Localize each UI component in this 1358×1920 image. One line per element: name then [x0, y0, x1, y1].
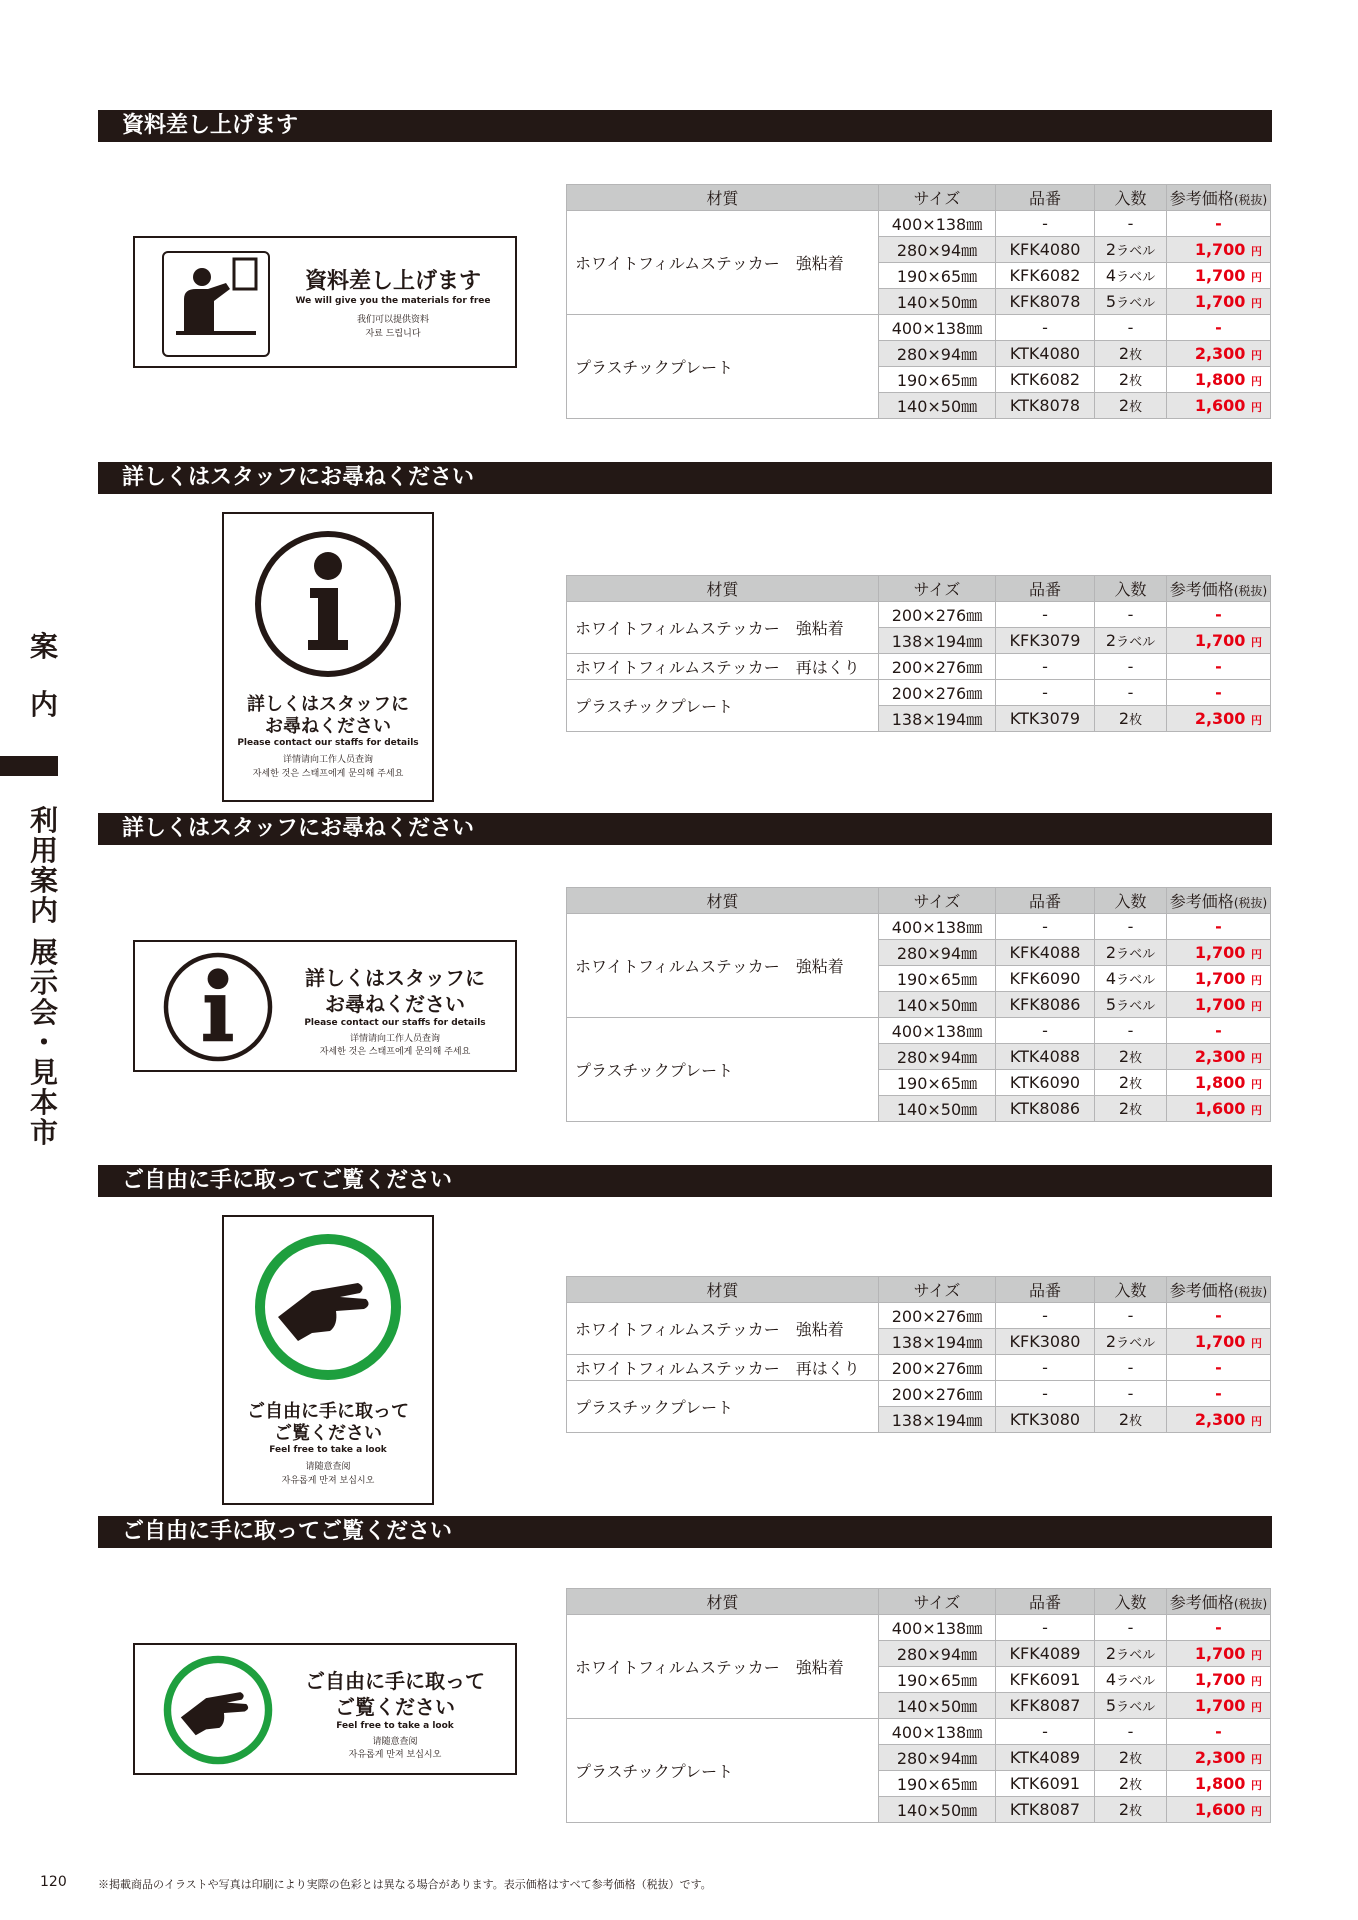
sign-title-line2: お尋ねください	[265, 716, 391, 737]
column-header: 品番	[996, 888, 1095, 914]
size-cell: 400×138㎜	[879, 1018, 996, 1044]
qty-cell: 2ラベル	[1095, 237, 1167, 263]
footer-note: ※掲載商品のイラストや写真は印刷により実際の色彩とは異なる場合があります。表示価格はすべて参考価格（税抜）です。	[98, 1878, 712, 1891]
column-header: 材質	[567, 576, 879, 602]
price-cell: 1,700 円	[1167, 992, 1271, 1018]
qty-cell: -	[1095, 1303, 1167, 1329]
section-title: ご自由に手に取ってご覧ください	[98, 1165, 1272, 1197]
column-header: 入数	[1095, 185, 1167, 211]
price-cell: 1,700 円	[1167, 1667, 1271, 1693]
sign-title-line2: ご覧ください	[335, 1695, 455, 1719]
price-cell: 2,300 円	[1167, 1745, 1271, 1771]
materials-pictogram	[162, 251, 270, 357]
column-header: 品番	[996, 1589, 1095, 1615]
size-cell: 190×65㎜	[879, 367, 996, 393]
qty-cell: 2枚	[1095, 1797, 1167, 1823]
price-cell: -	[1167, 315, 1271, 341]
material-cell: プラスチックプレート	[567, 1018, 879, 1122]
code-cell: KTK8087	[996, 1797, 1095, 1823]
side-char: 案	[29, 630, 58, 663]
section-title: 詳しくはスタッフにお尋ねください	[98, 462, 1272, 494]
spec-table	[566, 184, 1271, 419]
qty-cell: 5ラベル	[1095, 1693, 1167, 1719]
qty-cell: 2ラベル	[1095, 1329, 1167, 1355]
column-header: サイズ	[879, 576, 996, 602]
code-cell: KTK6082	[996, 367, 1095, 393]
code-cell: KFK6091	[996, 1667, 1095, 1693]
size-cell: 190×65㎜	[879, 1771, 996, 1797]
price-cell: 1,700 円	[1167, 1641, 1271, 1667]
sign-en: Feel free to take a look	[336, 1721, 454, 1731]
code-cell: KFK8078	[996, 289, 1095, 315]
code-cell: -	[996, 1018, 1095, 1044]
qty-cell: 2枚	[1095, 1070, 1167, 1096]
column-header: 参考価格(税抜)	[1167, 1589, 1271, 1615]
price-cell: 1,800 円	[1167, 1771, 1271, 1797]
table-row	[567, 1355, 1271, 1381]
table-header	[567, 1277, 1271, 1303]
code-cell: -	[996, 680, 1095, 706]
qty-cell: 2枚	[1095, 341, 1167, 367]
table-row	[567, 315, 1271, 341]
qty-cell: -	[1095, 602, 1167, 628]
table-row	[567, 1303, 1271, 1329]
price-cell: 1,800 円	[1167, 1070, 1271, 1096]
code-cell: KTK8078	[996, 393, 1095, 419]
column-header: 入数	[1095, 1589, 1167, 1615]
code-cell: KFK4089	[996, 1641, 1095, 1667]
size-cell: 280×94㎜	[879, 1044, 996, 1070]
price-cell: -	[1167, 1018, 1271, 1044]
sign-materials	[133, 236, 517, 368]
sign-ko: 자유롭게 만져 보십시오	[281, 1476, 375, 1486]
qty-cell: 5ラベル	[1095, 992, 1167, 1018]
table-row	[567, 211, 1271, 237]
material-cell: プラスチックプレート	[567, 1719, 879, 1823]
size-cell: 140×50㎜	[879, 393, 996, 419]
table-header	[567, 576, 1271, 602]
size-cell: 400×138㎜	[879, 1615, 996, 1641]
table-row	[567, 654, 1271, 680]
code-cell: -	[996, 1719, 1095, 1745]
size-cell: 280×94㎜	[879, 1745, 996, 1771]
sign-title-line1: ご自由に手に取って	[305, 1669, 485, 1693]
size-cell: 138×194㎜	[879, 628, 996, 654]
price-cell: 2,300 円	[1167, 706, 1271, 732]
column-header: 材質	[567, 185, 879, 211]
material-cell: ホワイトフィルムステッカー 再はくり	[567, 1355, 879, 1381]
table-row	[567, 1018, 1271, 1044]
section-title: 資料差し上げます	[98, 110, 1272, 142]
sign-zh: 详情请向工作人员查询	[282, 755, 373, 765]
price-cell: -	[1167, 1355, 1271, 1381]
size-cell: 190×65㎜	[879, 1070, 996, 1096]
code-cell: -	[996, 1303, 1095, 1329]
qty-cell: 2枚	[1095, 367, 1167, 393]
code-cell: -	[996, 1355, 1095, 1381]
code-cell: KTK4089	[996, 1745, 1095, 1771]
price-cell: 1,700 円	[1167, 628, 1271, 654]
price-cell: -	[1167, 211, 1271, 237]
code-cell: KTK4080	[996, 341, 1095, 367]
code-cell: -	[996, 211, 1095, 237]
sign-ko: 자료 드립니다	[365, 329, 421, 339]
sign-info-horizontal	[133, 940, 517, 1072]
price-cell: 2,300 円	[1167, 341, 1271, 367]
column-header: 参考価格(税抜)	[1167, 888, 1271, 914]
code-cell: -	[996, 654, 1095, 680]
price-cell: -	[1167, 1381, 1271, 1407]
price-cell: 1,700 円	[1167, 1329, 1271, 1355]
qty-cell: 4ラベル	[1095, 263, 1167, 289]
size-cell: 400×138㎜	[879, 315, 996, 341]
sign-ko: 자세한 것은 스태프에게 문의해 주세요	[319, 1047, 471, 1057]
qty-cell: -	[1095, 1615, 1167, 1641]
column-header: 材質	[567, 1589, 879, 1615]
size-cell: 138×194㎜	[879, 1329, 996, 1355]
column-header: 材質	[567, 1277, 879, 1303]
code-cell: KFK6090	[996, 966, 1095, 992]
qty-cell: 4ラベル	[1095, 1667, 1167, 1693]
qty-cell: -	[1095, 315, 1167, 341]
code-cell: KTK4088	[996, 1044, 1095, 1070]
table-header	[567, 1589, 1271, 1615]
sign-en: Feel free to take a look	[269, 1445, 387, 1455]
spec-table	[566, 575, 1271, 732]
qty-cell: 2枚	[1095, 706, 1167, 732]
qty-cell: -	[1095, 1355, 1167, 1381]
column-header: 参考価格(税抜)	[1167, 1277, 1271, 1303]
table-row	[567, 602, 1271, 628]
table-row	[567, 914, 1271, 940]
section-title: ご自由に手に取ってご覧ください	[98, 1516, 1272, 1548]
size-cell: 138×194㎜	[879, 706, 996, 732]
sign-en: Please contact our staffs for details	[304, 1018, 486, 1028]
material-cell: プラスチックプレート	[567, 315, 879, 419]
code-cell: KFK3080	[996, 1329, 1095, 1355]
column-header: 入数	[1095, 888, 1167, 914]
spec-table	[566, 1588, 1271, 1823]
qty-cell: 2枚	[1095, 393, 1167, 419]
material-cell: ホワイトフィルムステッカー 強粘着	[567, 211, 879, 315]
column-header: サイズ	[879, 888, 996, 914]
code-cell: KTK8086	[996, 1096, 1095, 1122]
qty-cell: 2枚	[1095, 1745, 1167, 1771]
table-row	[567, 1719, 1271, 1745]
price-cell: -	[1167, 1615, 1271, 1641]
price-cell: -	[1167, 680, 1271, 706]
sign-zh: 请随意查阅	[372, 1737, 418, 1747]
page-number: 120	[40, 1874, 67, 1890]
hand-icon	[254, 1233, 402, 1381]
code-cell: -	[996, 1381, 1095, 1407]
qty-cell: -	[1095, 654, 1167, 680]
qty-cell: 2枚	[1095, 1407, 1167, 1433]
material-cell: ホワイトフィルムステッカー 強粘着	[567, 1303, 879, 1355]
price-cell: -	[1167, 914, 1271, 940]
sign-title-line2: お尋ねください	[325, 992, 465, 1016]
qty-cell: -	[1095, 1719, 1167, 1745]
qty-cell: -	[1095, 914, 1167, 940]
code-cell: KFK8086	[996, 992, 1095, 1018]
sign-take-freely-horizontal	[133, 1643, 517, 1775]
code-cell: -	[996, 1615, 1095, 1641]
code-cell: KFK8087	[996, 1693, 1095, 1719]
sign-ko: 자세한 것은 스태프에게 문의해 주세요	[252, 769, 404, 779]
side-char: 内	[29, 688, 58, 721]
size-cell: 140×50㎜	[879, 1797, 996, 1823]
size-cell: 400×138㎜	[879, 211, 996, 237]
price-cell: -	[1167, 1719, 1271, 1745]
price-cell: -	[1167, 602, 1271, 628]
qty-cell: 2枚	[1095, 1044, 1167, 1070]
sign-title-line1: 詳しくはスタッフに	[247, 694, 409, 715]
column-header: 品番	[996, 576, 1095, 602]
column-header: サイズ	[879, 1589, 996, 1615]
sign-zh: 请随意查阅	[305, 1462, 351, 1472]
size-cell: 140×50㎜	[879, 289, 996, 315]
material-cell: ホワイトフィルムステッカー 再はくり	[567, 654, 879, 680]
sign-title-line1: 詳しくはスタッフに	[305, 966, 485, 990]
qty-cell: -	[1095, 1381, 1167, 1407]
size-cell: 140×50㎜	[879, 1096, 996, 1122]
qty-cell: 4ラベル	[1095, 966, 1167, 992]
qty-cell: 2ラベル	[1095, 628, 1167, 654]
size-cell: 280×94㎜	[879, 1641, 996, 1667]
material-cell: ホワイトフィルムステッカー 強粘着	[567, 602, 879, 654]
column-header: 入数	[1095, 1277, 1167, 1303]
size-cell: 200×276㎜	[879, 1381, 996, 1407]
size-cell: 400×138㎜	[879, 1719, 996, 1745]
code-cell: KTK3080	[996, 1407, 1095, 1433]
sign-en: Please contact our staffs for details	[237, 738, 419, 748]
size-cell: 200×276㎜	[879, 654, 996, 680]
sign-take-freely-vertical	[222, 1215, 434, 1505]
price-cell: 1,800 円	[1167, 367, 1271, 393]
qty-cell: 2枚	[1095, 1096, 1167, 1122]
price-cell: 1,600 円	[1167, 1096, 1271, 1122]
code-cell: KTK6090	[996, 1070, 1095, 1096]
code-cell: KFK6082	[996, 263, 1095, 289]
material-cell: ホワイトフィルムステッカー 強粘着	[567, 1615, 879, 1719]
material-cell: ホワイトフィルムステッカー 強粘着	[567, 914, 879, 1018]
sign-title-line2: ご覧ください	[274, 1423, 382, 1444]
column-header: 入数	[1095, 576, 1167, 602]
sign-ko: 자유롭게 만져 보십시오	[348, 1750, 442, 1760]
code-cell: KFK3079	[996, 628, 1095, 654]
size-cell: 280×94㎜	[879, 341, 996, 367]
size-cell: 400×138㎜	[879, 914, 996, 940]
sign-zh: 我们可以提供资料	[356, 315, 429, 325]
qty-cell: -	[1095, 680, 1167, 706]
size-cell: 140×50㎜	[879, 1693, 996, 1719]
person-desk-icon	[164, 253, 268, 355]
column-header: 品番	[996, 1277, 1095, 1303]
table-row	[567, 1615, 1271, 1641]
size-cell: 200×276㎜	[879, 680, 996, 706]
size-cell: 200×276㎜	[879, 1303, 996, 1329]
code-cell: KTK6091	[996, 1771, 1095, 1797]
sign-title-line1: ご自由に手に取って	[247, 1401, 409, 1422]
price-cell: -	[1167, 1303, 1271, 1329]
side-index-marker	[0, 756, 58, 776]
sign-en: We will give you the materials for free	[295, 296, 491, 306]
size-cell: 280×94㎜	[879, 940, 996, 966]
side-index-category: 利 用 案 内 展 示 会 ・ 見 本 市	[29, 804, 58, 1149]
code-cell: KFK4080	[996, 237, 1095, 263]
sign-title: 資料差し上げます	[304, 269, 481, 294]
qty-cell: 2ラベル	[1095, 940, 1167, 966]
column-header: サイズ	[879, 1277, 996, 1303]
section-title: 詳しくはスタッフにお尋ねください	[98, 813, 1272, 845]
size-cell: 190×65㎜	[879, 966, 996, 992]
column-header: サイズ	[879, 185, 996, 211]
spec-table	[566, 1276, 1271, 1433]
price-cell: -	[1167, 654, 1271, 680]
price-cell: 1,700 円	[1167, 1693, 1271, 1719]
side-index-guide	[22, 632, 66, 720]
qty-cell: -	[1095, 211, 1167, 237]
size-cell: 140×50㎜	[879, 992, 996, 1018]
code-cell: -	[996, 315, 1095, 341]
size-cell: 200×276㎜	[879, 1355, 996, 1381]
code-cell: KTK3079	[996, 706, 1095, 732]
sign-zh: 详情请向工作人员查询	[349, 1034, 440, 1044]
qty-cell: 2枚	[1095, 1771, 1167, 1797]
price-cell: 1,700 円	[1167, 237, 1271, 263]
column-header: 参考価格(税抜)	[1167, 576, 1271, 602]
info-icon	[254, 530, 402, 678]
size-cell: 200×276㎜	[879, 602, 996, 628]
price-cell: 1,600 円	[1167, 393, 1271, 419]
code-cell: KFK4088	[996, 940, 1095, 966]
qty-cell: -	[1095, 1018, 1167, 1044]
column-header: 参考価格(税抜)	[1167, 185, 1271, 211]
sign-info-vertical	[222, 512, 434, 802]
price-cell: 2,300 円	[1167, 1407, 1271, 1433]
price-cell: 1,600 円	[1167, 1797, 1271, 1823]
price-cell: 1,700 円	[1167, 940, 1271, 966]
table-header	[567, 185, 1271, 211]
column-header: 品番	[996, 185, 1095, 211]
material-cell: プラスチックプレート	[567, 1381, 879, 1433]
size-cell: 138×194㎜	[879, 1407, 996, 1433]
material-cell: プラスチックプレート	[567, 680, 879, 732]
price-cell: 2,300 円	[1167, 1044, 1271, 1070]
hand-icon	[163, 1655, 273, 1765]
qty-cell: 2ラベル	[1095, 1641, 1167, 1667]
qty-cell: 5ラベル	[1095, 289, 1167, 315]
column-header: 材質	[567, 888, 879, 914]
size-cell: 280×94㎜	[879, 237, 996, 263]
price-cell: 1,700 円	[1167, 289, 1271, 315]
size-cell: 190×65㎜	[879, 1667, 996, 1693]
table-row	[567, 1381, 1271, 1407]
code-cell: -	[996, 914, 1095, 940]
info-icon	[163, 952, 273, 1062]
price-cell: 1,700 円	[1167, 263, 1271, 289]
table-row	[567, 680, 1271, 706]
price-cell: 1,700 円	[1167, 966, 1271, 992]
table-header	[567, 888, 1271, 914]
size-cell: 190×65㎜	[879, 263, 996, 289]
spec-table	[566, 887, 1271, 1122]
code-cell: -	[996, 602, 1095, 628]
